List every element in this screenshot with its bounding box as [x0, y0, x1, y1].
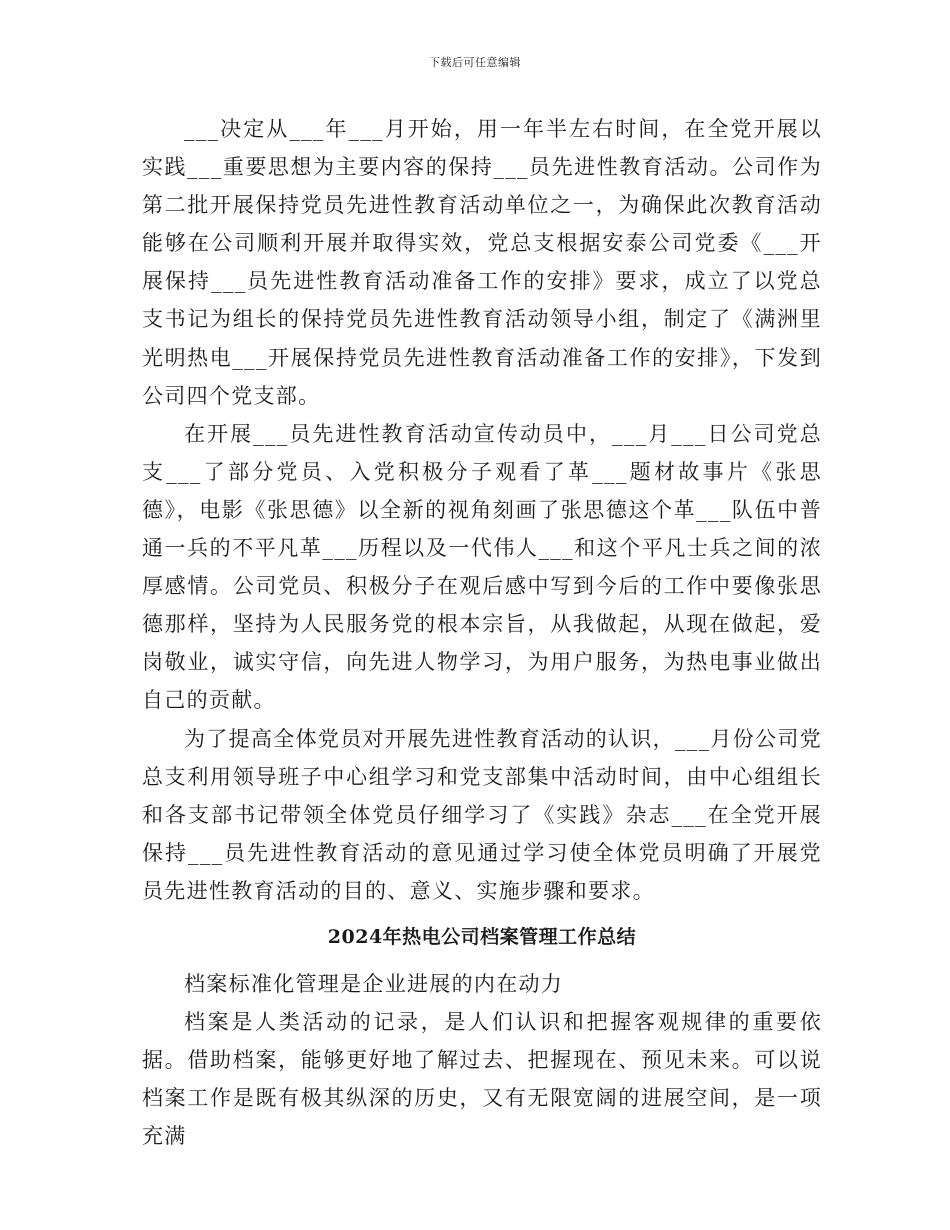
page-header: 下载后可任意编辑 — [429, 56, 521, 69]
paragraph-education-campaign-intro: ___决定从___年___月开始，用一年半左右时间，在全党开展以实践___重要思想为主要内容的保持___员先进性教育活动。公司作为第二批开展保持党员先进性教育活动单位之一，为确保此次教育活动能够在公司顺利开展并取得实效，党总支根据安泰公司党委《___开展保持___员先进性教育活动准备工作的安排》要求，成立了以党总支书记为组长的保持党员先进性教育活动领导小组，制定了《满洲里光明热电___开展保持党员先进性教育活动准备工作的安排》，下发到公司四个党支部。 — [142, 117, 822, 408]
paragraph-archive-intro: 档案是人类活动的记录，是人们认识和把握客观规律的重要依据。借助档案，能够更好地了解过去、把握现在、预见未来。可以说档案工作是既有极其纵深的历史，又有无限宽阔的进展空间，是一项充满 — [142, 1010, 822, 1149]
paragraph-film-screening: 在开展___员先进性教育活动宣传动员中，___月___日公司党总支___了部分党员、入党积极分子观看了革___题材故事片《张思德》，电影《张思德》以全新的视角刻画了张思德这个革___队伍中普通一兵的不平凡革___历程以及一代伟人___和这个平凡士兵之间的浓厚感情。公司党员、积极分子在观后感中写到今后的工作中要像张思德那样，坚持为人民服务党的根本宗旨，从我做起，从现在做起，爱岗敬业，诚实守信，向先进人物学习，为用户服务，为热电事业做出自己的贡献。 — [142, 421, 822, 713]
section-title: 2024年热电公司档案管理工作总结 — [327, 925, 637, 948]
paragraph-archive-subtitle: 档案标准化管理是企业进展的内在动力 — [184, 971, 564, 996]
paragraph-study-session: 为了提高全体党员对开展先进性教育活动的认识，___月份公司党总支利用领导班子中心组学习和党支部集中活动时间，由中心组组长和各支部书记带领全体党员仔细学习了《实践》杂志___在全党开展保持___员先进性教育活动的意见通过学习使全体党员明确了开展党员先进性教育活动的目的、意义、实施步骤和要求。 — [142, 726, 822, 903]
document-body — [142, 110, 822, 1155]
